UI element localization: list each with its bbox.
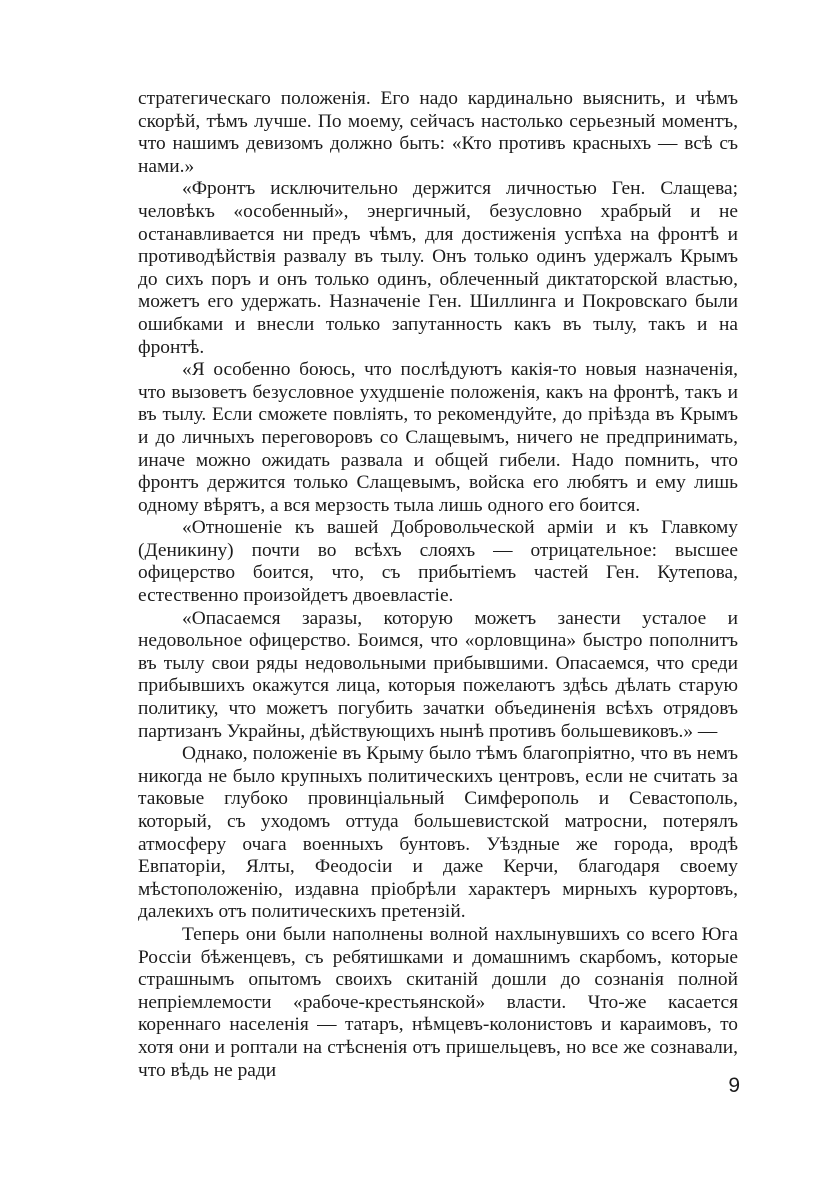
body-text xyxy=(138,88,738,1082)
paragraph-2: «Фронтъ исключительно держится личностью Ген. Слащева; человѣкъ «особенный», энергичный, безусловно храбрый и не останавливается ни предъ чѣмъ, для достиженія успѣха на фронтѣ и противодѣйствія развалу въ тылу. Онъ только одинъ удержалъ Крымъ до сихъ поръ и онъ только одинъ, облеченный диктаторской властью, можетъ его удержать. Назначеніе Ген. Шиллинга и Покровскаго были ошибками и внесли только запутанность какъ въ тылу, такъ и на фронтѣ. xyxy=(138,178,738,358)
paragraph-4: «Отношеніе къ вашей Добровольческой арміи и къ Главкому (Деникину) почти во всѣхъ слояхъ — отрицательное: высшее офицерство боится, что, съ прибытіемъ частей Ген. Кутепова, естественно произойдетъ двоевластіе. xyxy=(138,517,738,607)
paragraph-3: «Я особенно боюсь, что послѣдуютъ какія-то новыя назначенія, что вызоветъ безусловное ухудшеніе положенія, какъ на фронтѣ, такъ и въ тылу. Если сможете повліять, то рекомендуйте, до пріѣзда въ Крымъ и до личныхъ переговоровъ со Слащевымъ, ничего не предпринимать, иначе можно ожидать развала и общей гибели. Надо помнить, что фронтъ держится только Слащевымъ, войска его любятъ и ему лишь одному вѣрятъ, а вся мерзость тыла лишь одного его боится. xyxy=(138,359,738,516)
page-number: 9 xyxy=(728,1074,740,1097)
paragraph-1: стратегическаго положенія. Его надо кардинально выяснить, и чѣмъ скорѣй, тѣмъ лучше. По моему, сейчасъ настолько серьезный моментъ, что нашимъ девизомъ должно быть: «Кто противъ красныхъ — всѣ съ нами.» xyxy=(138,88,738,177)
paragraph-5: «Опасаемся заразы, которую можетъ занести усталое и недовольное офицерство. Боимся, что «орловщина» быстро пополнитъ въ тылу свои ряды недовольными прибывшими. Опасаемся, что среди прибывшихъ окажутся лица, которыя пожелаютъ здѣсь дѣлать старую политику, что можетъ погубить зачатки объединенія всѣхъ отрядовъ партизанъ Украйны, дѣйствующихъ нынѣ противъ большевиковъ.» — xyxy=(138,607,738,742)
paragraph-6: Однако, положеніе въ Крыму было тѣмъ благопріятно, что въ немъ никогда не было крупныхъ политическихъ центровъ, если не считать за таковые глубоко провинціальный Симферополь и Севастополь, который, съ уходомъ оттуда большевистской матросни, потерялъ атмосферу очага военныхъ бунтовъ. Уѣздные же города, вродѣ Евпаторіи, Ялты, Феодосіи и даже Керчи, благодаря своему мѣстоположенію, издавна пріобрѣли характеръ мирныхъ курортовъ, далекихъ отъ политическихъ претензій. xyxy=(138,743,738,923)
paragraph-7: Теперь они были наполнены волной нахлынувшихъ со всего Юга Россіи бѣженцевъ, съ ребятишками и домашнимъ скарбомъ, которые страшнымъ опытомъ своихъ скитаній дошли до сознанія полной непріемлемости «рабоче-крестьянской» власти. Что-же касается кореннаго населенія — татаръ, нѣмцевъ-колонистовъ и караимовъ, то хотя они и роптали на стѣсненія отъ пришельцевъ, но все же сознавали, что вѣдь не ради xyxy=(138,923,738,1081)
